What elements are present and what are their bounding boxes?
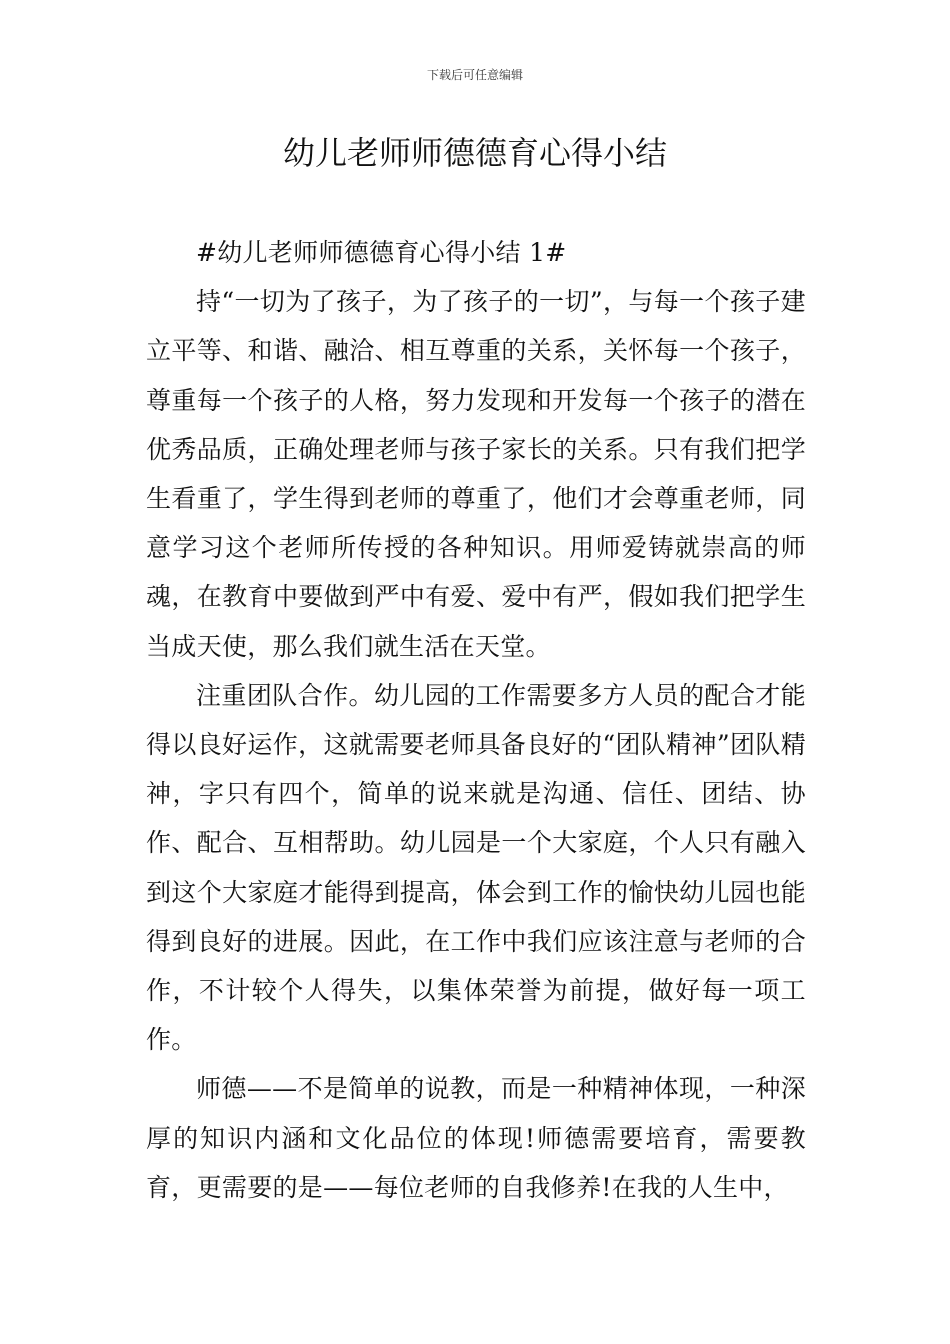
document-title: 幼儿老师师德德育心得小结 — [282, 134, 667, 172]
body-paragraph-1: 持“一切为了孩子，为了孩子的一切”，与每一个孩子建立平等、和谐、融洽、相互尊重的关系，关怀每一个孩子，尊重每一个孩子的人格，努力发现和开发每一个孩子的潜在优秀品质，正确处理老师与孩子家长的关系。只有我们把学生看重了，学生得到老师的尊重了，他们才会尊重老师，同意学习这个老师所传授的各种知识。用师爱铸就崇高的师魂，在教育中要做到严中有爱、爱中有严，假如我们把学生当成天使，那么我们就生活在天堂。 — [146, 287, 806, 661]
body-paragraph-3: 师德——不是简单的说教，而是一种精神体现，一种深厚的知识内涵和文化品位的体现!师德需要培育，需要教育，更需要的是——每位老师的自我修养!在我的人生中， — [146, 1074, 806, 1202]
section-heading: #幼儿老师师德德育心得小结 1# — [196, 238, 567, 267]
document-body — [146, 228, 806, 1212]
page-header-note: 下载后可任意编辑 — [426, 68, 523, 82]
body-paragraph-2: 注重团队合作。幼儿园的工作需要多方人员的配合才能得以良好运作，这就需要老师具备良好的“团队精神”团队精神，字只有四个，简单的说来就是沟通、信任、团结、协作、配合、互相帮助。幼儿园是一个大家庭，个人只有融入到这个大家庭才能得到提高，体会到工作的愉快幼儿园也能得到良好的进展。因此，在工作中我们应该注意与老师的合作，不计较个人得失，以集体荣誉为前提，做好每一项工作。 — [146, 680, 806, 1055]
